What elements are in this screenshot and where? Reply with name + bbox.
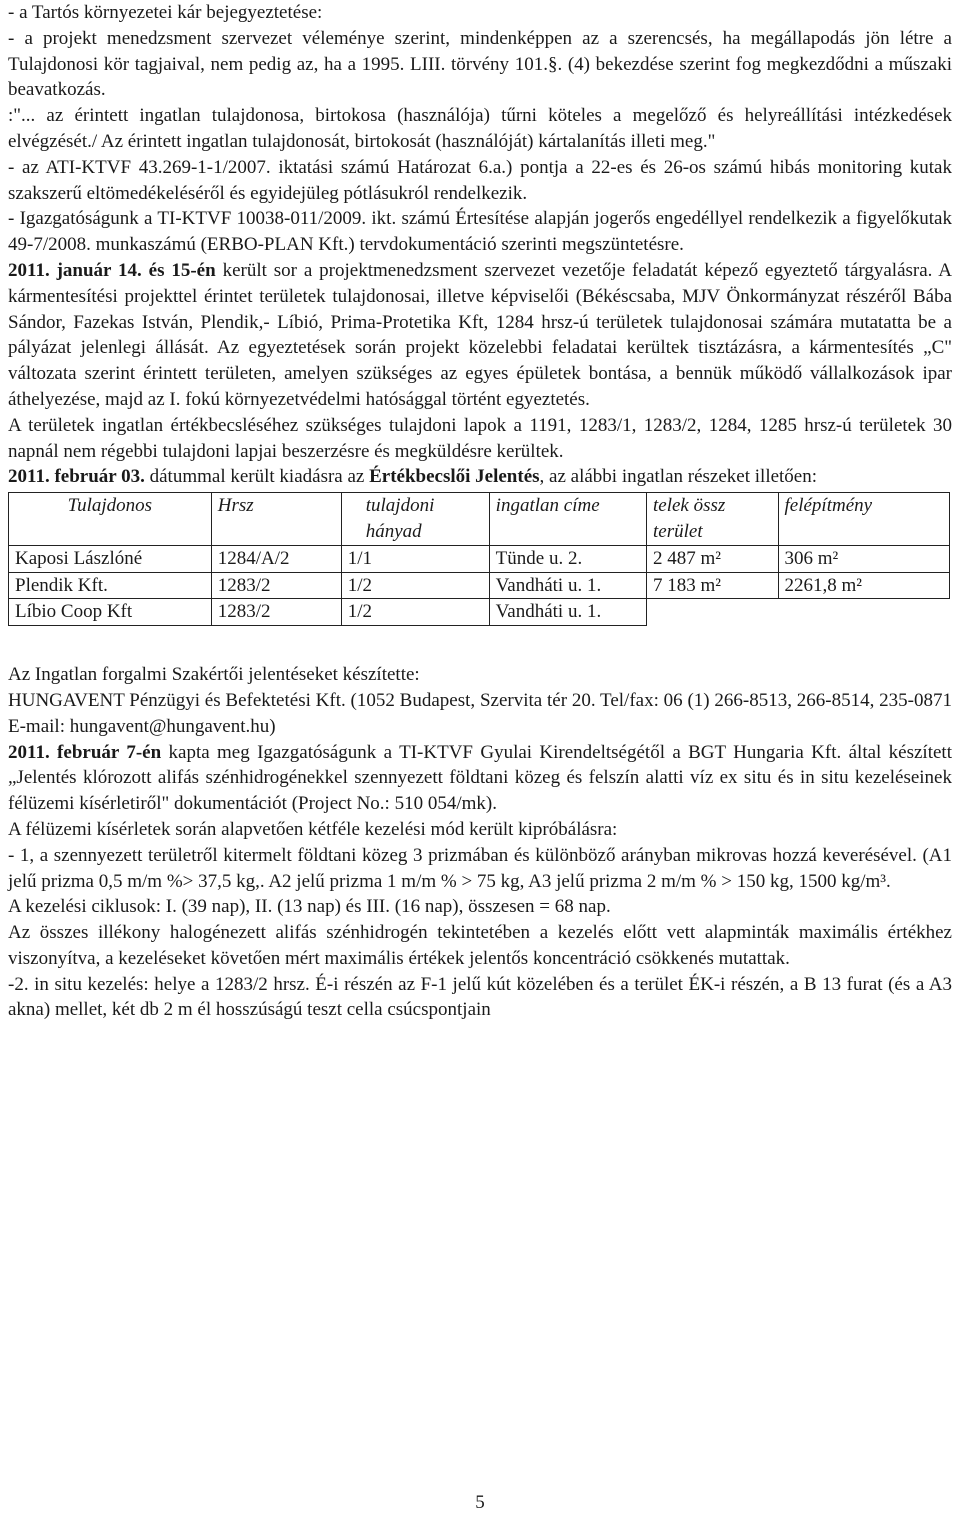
- paragraph: - az ATI-KTVF 43.269-1-1/2007. iktatási számú Határozat 6.a.) pontja a 22-es és 26-os számú hibás monitoring kutak szakszerű eltömedékeléséről és egyidejüleg pótlásukról rendelkezik.: [8, 156, 952, 204]
- table-cell: 7 183 m²: [647, 572, 779, 599]
- paragraph: A területek ingatlan értékbecsléséhez szükséges tulajdoni lapok a 1191, 1283/1, 1283/2, 1284, 1285 hrsz-ú területek 30 napnál nem régebbi tulajdoni lapjai beszerzésre és megküldésre kerültek.: [8, 414, 952, 462]
- table-row: [9, 599, 950, 626]
- property-table: [8, 492, 950, 626]
- header-cell: Tulajdonos: [9, 493, 212, 546]
- spacer: [8, 626, 952, 662]
- date-heading-suffix: és 15-én: [141, 259, 216, 281]
- paragraph: A félüzemi kísérletek során alapvetően kétféle kezelési mód került kipróbálásra:: [8, 818, 618, 840]
- table-cell: 1283/2: [211, 572, 341, 599]
- paragraph-hungavent: HUNGAVENT Pénzügyi és Befektetési Kft. (1052 Budapest, Szervita tér 20. Tel/fax: 06 (1) 266-8513, 266-8514, 235-0871 E-mail: hungavent@hungavent.hu): [8, 689, 952, 737]
- paragraph: A kezelési ciklusok: I. (39 nap), II. (13 nap) és III. (16 nap), összesen = 68 nap.: [8, 896, 611, 918]
- date-heading: 2011. január 14.: [8, 259, 142, 281]
- paragraph-feb07: [8, 740, 952, 817]
- table-cell: Vandháti u. 1.: [489, 572, 646, 599]
- date-heading: 2011. február 7-én: [8, 741, 162, 763]
- table-cell: Líbio Coop Kft: [9, 599, 212, 626]
- table-cell: [778, 599, 950, 626]
- paragraph-text: dátummal került kiadásra az: [144, 466, 370, 488]
- page-number: 5: [475, 1492, 485, 1513]
- date-heading: 2011. február 03.: [8, 466, 145, 488]
- table-cell: 1/2: [341, 599, 489, 626]
- table-cell: 1283/2: [211, 599, 341, 626]
- paragraph: Az összes illékony halogénezett alifás szénhidrogén tekintetében a kezelés előtt vett alapminták maximális értékhez viszonyítva, a kezeléseket követően mért maximális értékek jelentős koncentráció csökkenés mutattak.: [8, 922, 952, 969]
- document-page: [8, 0, 952, 1023]
- table-cell: 1/1: [341, 545, 489, 572]
- table-cell: Tünde u. 2.: [489, 545, 646, 572]
- paragraph: -2. in situ kezelés: helye a 1283/2 hrsz. É-i részén az F-1 jelű kút közelében és a terület ÉK-i részén, a B 13 furat (és a A3 akna) mellet, két db 2 m él hosszúságú teszt cella csúcspontjain: [8, 973, 952, 1021]
- paragraph-text: került sor a projektmenedzsment szervezet vezetője feladatát képező egyeztető tárgyalásra. A kármentesítési projekttel érintet területek tulajdonosai, illetve képviselői (Békéscsaba, MJV Önkormányzat részéről Bába Sándor, Fazekas István, Plendik,- Líbió, Prima-Protetika Kft, 1284 hrsz-ú területek tulajdonosai számára mutatatta be a pályázat jelenlegi állását. Az egyeztetések során projekt közelebbi feladatai kerültek tisztázásra, a kármentesítés „C" változata szerint érintett területen, amelyen szükséges az egyes épületek bontása, a bennük működő vállalkozások ipar áthelyezése, majd az I. fokú környezetvédelmi hatósággal történt egyeztetés.: [8, 259, 952, 410]
- paragraph-feb03: [8, 464, 952, 490]
- table-cell: 2 487 m²: [647, 545, 779, 572]
- paragraph-jan: [8, 258, 952, 413]
- paragraph: - a Tartós környezetei kár bejegyeztetése:: [8, 2, 323, 23]
- table-cell: Kaposi Lászlóné: [9, 545, 212, 572]
- table-header-row: [9, 493, 950, 546]
- table-cell: 1284/A/2: [211, 545, 341, 572]
- table-cell: 2261,8 m²: [778, 572, 950, 599]
- paragraph: Az Ingatlan forgalmi Szakértői jelentéseket készítette:: [8, 664, 420, 686]
- header-cell: tulajdoni hányad: [341, 493, 489, 546]
- paragraph: - 1, a szennyezett területről kitermelt földtani közeg 3 prizmában és különböző arányban mikrovas hozzá keverésével. (A1 jelű prizma 0,5 m/m %> 37,5 kg,. A2 jelű prizma 1 m/m % > 75 kg, A3 jelű prizma 2 m/m % > 150 kg, 1500 kg/m³.: [8, 844, 952, 892]
- table-cell: 1/2: [341, 572, 489, 599]
- paragraph: - Igazgatóságunk a TI-KTVF 10038-011/2009. ikt. számú Értesítése alapján jogerős engedéllyel rendelkezik a figyelőkutak 49-7/2008. munkaszámú (ERBO-PLAN Kft.) tervdokumentáció szerinti megszüntetésre.: [8, 208, 952, 256]
- paragraph-text: , az alábbi ingatlan részeket illetően:: [539, 466, 818, 488]
- property-table-wrapper: [8, 492, 952, 626]
- table-cell: 306 m²: [778, 545, 950, 572]
- header-cell: Hrsz: [211, 493, 341, 546]
- table-cell: Plendik Kft.: [9, 572, 212, 599]
- header-cell: ingatlan címe: [489, 493, 646, 546]
- header-cell: felépítmény: [778, 493, 950, 546]
- paragraph: - a projekt menedzsment szervezet véleménye szerint, mindenképpen az a szerencsés, ha megállapodás jön létre a Tulajdonosi kör tagjaival, nem pedig az, ha a 1995. LIII. törvény 101.§. (4) bekezdése szerint fog megkezdődni a műszaki beavatkozás.: [8, 27, 952, 101]
- table-cell: [647, 599, 779, 626]
- paragraph-text: kapta meg Igazgatóságunk a TI-KTVF Gyulai Kirendeltségétől a BGT Hungaria Kft. által készített „Jelentés klórozott alifás szénhidrogénekkel szennyezett földtani közeg és felszín alatti víz ex situ és in situ kezeléseinek félüzemi kísérletiről" dokumentációt (Project No.: 510 054/mk).: [8, 741, 952, 815]
- quote-paragraph: :"... az érintett ingatlan tulajdonosa, birtokosa (használója) tűrni köteles a megelőző és helyreállítási intézkedések elvégzését./ Az érintett ingatlan tulajdonosát, birtokosát (használóját) kártalanítás illeti meg.": [8, 105, 952, 152]
- table-row: [9, 545, 950, 572]
- header-cell: telek össz terület: [647, 493, 779, 546]
- report-title: Értékbecslői Jelentés: [369, 466, 540, 488]
- table-cell: Vandháti u. 1.: [489, 599, 646, 626]
- table-row: [9, 572, 950, 599]
